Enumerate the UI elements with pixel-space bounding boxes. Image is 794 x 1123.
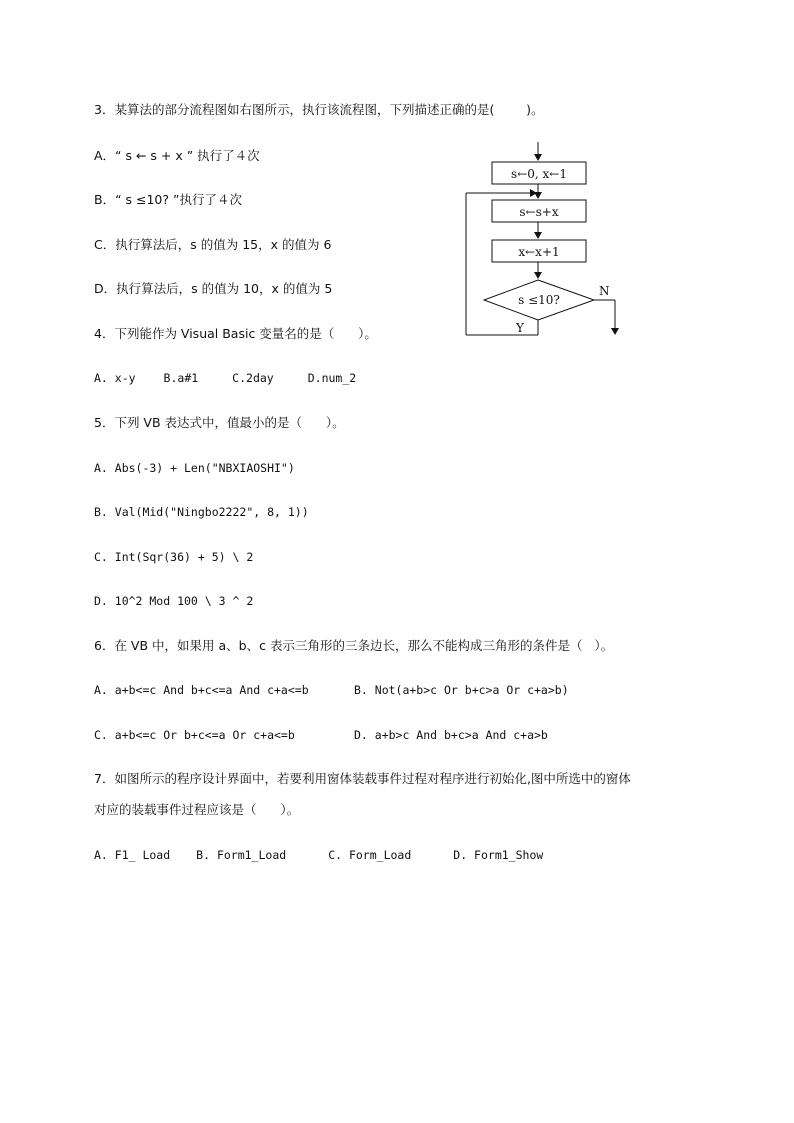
q4-options xyxy=(94,370,356,386)
q7-option-d: D. Form1_Show xyxy=(453,848,544,862)
q4-option-a: A. x-y xyxy=(94,371,136,385)
step2-label: x←x+1 xyxy=(518,245,560,259)
yes-label: Y xyxy=(516,321,524,335)
q3-option-a: A．“ s ← s + x ” 执行了４次 xyxy=(94,148,260,163)
q3-stem: 3．某算法的部分流程图如右图所示，执行该流程图，下列描述正确的是( )。 xyxy=(94,102,544,117)
q5-option-a: A. Abs(-3) + Len("NBXIAOSHI") xyxy=(94,461,295,475)
q7-option-a: A. F1_ Load xyxy=(94,848,171,862)
q6-option-b: B. Not(a+b>c Or b+c>a Or c+a>b) xyxy=(354,683,569,697)
q5-option-b: B. Val(Mid("Ningbo2222", 8, 1)) xyxy=(94,505,309,519)
q4-option-c: C.2day xyxy=(232,371,274,385)
q5-option-c: C. Int(Sqr(36) + 5) \ 2 xyxy=(94,550,254,564)
decision-label: s ≤10? xyxy=(518,293,560,307)
no-label: N xyxy=(599,284,610,298)
q6-option-a: A. a+b<=c And b+c<=a And c+a<=b xyxy=(94,683,309,697)
q7-option-b: B. Form1_Load xyxy=(196,848,287,862)
q7-option-c: C. Form_Load xyxy=(328,848,412,862)
q7-stem-line1: 7．如图所示的程序设计界面中，若要利用窗体装载事件过程对程序进行初始化,图中所选中的窗体 xyxy=(94,771,631,786)
init-label: s←0, x←1 xyxy=(511,167,567,181)
q5-option-d: D. 10^2 Mod 100 \ 3 ^ 2 xyxy=(94,594,254,608)
q4-option-b: B.a#1 xyxy=(163,371,199,385)
flowchart xyxy=(455,138,635,340)
q3-option-d: D．执行算法后，s 的值为 10，x 的值为 5 xyxy=(94,281,333,296)
q4-stem: 4．下列能作为 Visual Basic 变量名的是（ ）。 xyxy=(94,326,377,341)
q3-option-c: C．执行算法后，s 的值为 15，x 的值为 6 xyxy=(94,237,332,252)
q4-option-d: D.num_2 xyxy=(307,371,357,385)
q3-option-b: B．“ s ≤10? ”执行了４次 xyxy=(94,192,242,207)
q5-stem: 5．下列 VB 表达式中，值最小的是（ ）。 xyxy=(94,415,345,430)
q6-option-d: D. a+b>c And b+c>a And c+a>b xyxy=(354,728,548,742)
q6-option-c: C. a+b<=c Or b+c<=a Or c+a<=b xyxy=(94,728,295,742)
step1-label: s←s+x xyxy=(519,205,559,219)
q7-stem-line2: 对应的装载事件过程应该是（ ）。 xyxy=(94,802,300,817)
q6-stem: 6．在 VB 中，如果用 a、b、c 表示三角形的三条边长，那么不能构成三角形的条件是（ ）。 xyxy=(94,638,614,653)
q7-options xyxy=(94,847,543,863)
